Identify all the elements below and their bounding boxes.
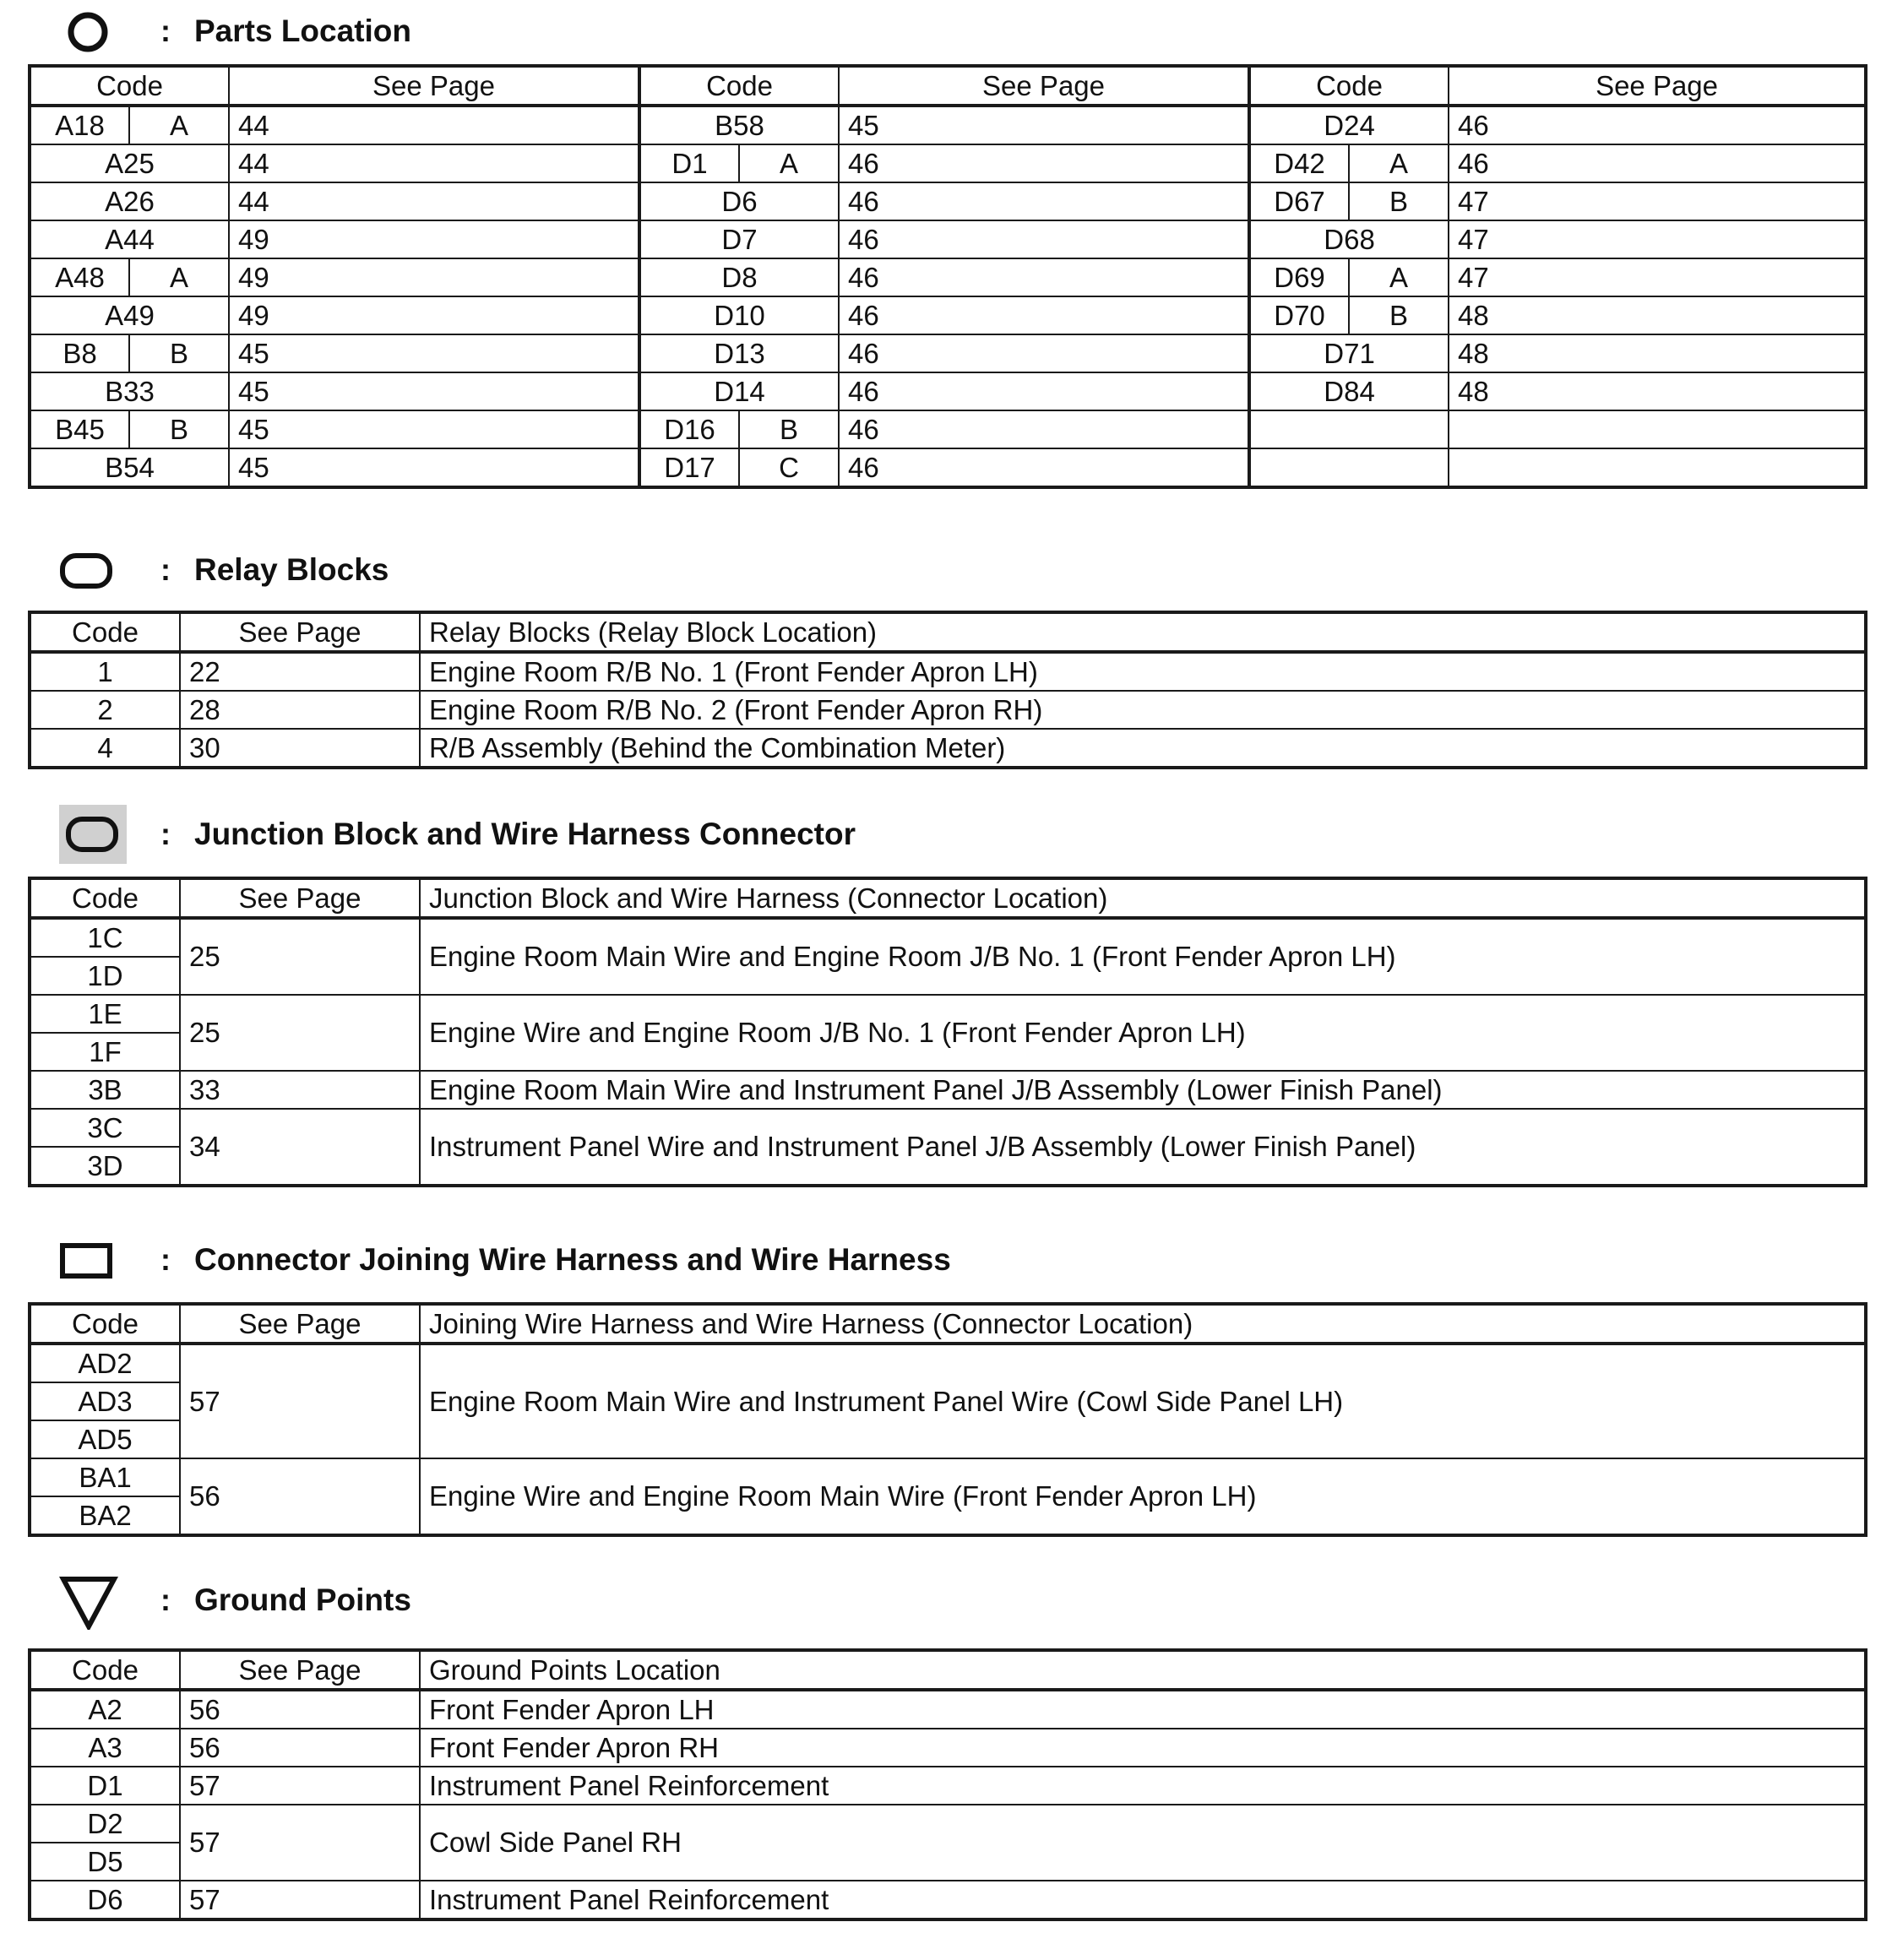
code-cell: AD5 [30, 1420, 180, 1458]
code-suffix-cell: A [129, 106, 229, 144]
code-cell: 1C [30, 918, 180, 957]
header-see-page: See Page [229, 66, 639, 106]
table-row [30, 410, 1866, 448]
page-cell: 46 [839, 372, 1249, 410]
code-cell: D7 [639, 220, 839, 258]
table-header-row [30, 878, 1866, 918]
code-cell: D1 [30, 1767, 180, 1805]
code-cell: D67 [1249, 182, 1349, 220]
description-cell: R/B Assembly (Behind the Combination Meter) [420, 729, 1866, 768]
table-row [30, 995, 1866, 1033]
code-cell: D71 [1249, 334, 1449, 372]
table-row [30, 729, 1866, 768]
ground-points-table [28, 1648, 1867, 1921]
code-cell: D14 [639, 372, 839, 410]
code-cell: A25 [30, 144, 229, 182]
triangle-symbol-icon [59, 1571, 132, 1630]
code-cell: BA2 [30, 1496, 180, 1535]
code-cell: A3 [30, 1729, 180, 1767]
code-cell: B33 [30, 372, 229, 410]
page-cell: 46 [839, 258, 1249, 296]
table-row [30, 448, 1866, 487]
page-cell: 56 [180, 1458, 420, 1535]
table-header-row [30, 1304, 1866, 1344]
code-cell: 3C [30, 1109, 180, 1147]
description-cell: Engine Room R/B No. 2 (Front Fender Apron RH) [420, 691, 1866, 729]
header-see-page: See Page [839, 66, 1249, 106]
code-cell: A48 [30, 258, 129, 296]
header-description: Junction Block and Wire Harness (Connector Location) [420, 878, 1866, 918]
page-cell: 44 [229, 106, 639, 144]
header-description: Ground Points Location [420, 1650, 1866, 1690]
page-cell: 57 [180, 1344, 420, 1458]
junction-block-table [28, 877, 1867, 1187]
page-cell: 46 [839, 220, 1249, 258]
page-cell: 28 [180, 691, 420, 729]
section-colon: : [160, 552, 171, 587]
page-cell: 45 [229, 410, 639, 448]
page-cell: 56 [180, 1690, 420, 1729]
code-cell: D24 [1249, 106, 1449, 144]
description-cell: Instrument Panel Reinforcement [420, 1767, 1866, 1805]
page-cell: 34 [180, 1109, 420, 1186]
header-code: Code [1249, 66, 1449, 106]
page-cell: 46 [1449, 106, 1866, 144]
code-cell: BA1 [30, 1458, 180, 1496]
page-cell: 25 [180, 918, 420, 995]
table-header-row [30, 66, 1866, 106]
header-see-page: See Page [180, 878, 420, 918]
description-cell: Front Fender Apron LH [420, 1690, 1866, 1729]
description-cell: Cowl Side Panel RH [420, 1805, 1866, 1881]
table-row [30, 1767, 1866, 1805]
rectangle-symbol-icon [59, 1230, 132, 1289]
header-code: Code [30, 1650, 180, 1690]
code-cell: A49 [30, 296, 229, 334]
code-cell: D8 [639, 258, 839, 296]
section-colon: : [160, 1242, 171, 1277]
code-cell: 1 [30, 652, 180, 691]
code-cell: D69 [1249, 258, 1349, 296]
header-see-page: See Page [1449, 66, 1866, 106]
circle-symbol-icon [59, 2, 132, 61]
header-code: Code [639, 66, 839, 106]
shaded-rounded-rect-symbol-icon [59, 805, 132, 864]
page-cell: 30 [180, 729, 420, 768]
section-title: Ground Points [194, 1583, 411, 1617]
code-suffix-cell: A [1349, 258, 1449, 296]
page-cell: 44 [229, 144, 639, 182]
header-code: Code [30, 878, 180, 918]
table-row [30, 1071, 1866, 1109]
description-cell: Instrument Panel Reinforcement [420, 1881, 1866, 1919]
code-cell: 1E [30, 995, 180, 1033]
code-cell: 4 [30, 729, 180, 768]
table-row [30, 182, 1866, 220]
code-suffix-cell: C [739, 448, 839, 487]
code-cell: B54 [30, 448, 229, 487]
code-cell: AD2 [30, 1344, 180, 1382]
page-cell: 33 [180, 1071, 420, 1109]
page-cell: 46 [839, 296, 1249, 334]
code-cell: D6 [30, 1881, 180, 1919]
code-suffix-cell: B [1349, 296, 1449, 334]
section-title: Relay Blocks [194, 552, 389, 587]
table-row [30, 106, 1866, 144]
section-colon: : [160, 1583, 171, 1617]
parts-location-table [28, 64, 1867, 489]
page-cell: 47 [1449, 258, 1866, 296]
page-cell: 45 [229, 372, 639, 410]
page-cell: 45 [229, 448, 639, 487]
code-cell: 3D [30, 1147, 180, 1186]
code-suffix-cell: A [1349, 144, 1449, 182]
code-cell: B58 [639, 106, 839, 144]
table-row [30, 1109, 1866, 1147]
code-suffix-cell: B [129, 334, 229, 372]
header-see-page: See Page [180, 1650, 420, 1690]
code-cell: D10 [639, 296, 839, 334]
section-colon: : [160, 817, 171, 851]
code-cell: B8 [30, 334, 129, 372]
code-cell: D16 [639, 410, 739, 448]
table-row [30, 372, 1866, 410]
page-cell [1449, 410, 1866, 448]
page-cell: 47 [1449, 182, 1866, 220]
page-cell: 49 [229, 258, 639, 296]
table-row [30, 1729, 1866, 1767]
table-row [30, 1881, 1866, 1919]
code-suffix-cell: B [129, 410, 229, 448]
code-cell: D42 [1249, 144, 1349, 182]
section-title: Parts Location [194, 14, 411, 48]
table-row [30, 652, 1866, 691]
header-see-page: See Page [180, 1304, 420, 1344]
code-cell: A18 [30, 106, 129, 144]
section-title: Connector Joining Wire Harness and Wire Harness [194, 1242, 951, 1277]
table-row [30, 1690, 1866, 1729]
table-row [30, 334, 1866, 372]
description-cell: Engine Room R/B No. 1 (Front Fender Apron LH) [420, 652, 1866, 691]
table-row [30, 296, 1866, 334]
table-row [30, 258, 1866, 296]
header-code: Code [30, 612, 180, 652]
code-cell: A44 [30, 220, 229, 258]
table-row [30, 1344, 1866, 1382]
page-cell: 48 [1449, 296, 1866, 334]
table-header-row [30, 612, 1866, 652]
code-cell: 1F [30, 1033, 180, 1071]
code-suffix-cell: B [1349, 182, 1449, 220]
table-row [30, 918, 1866, 957]
code-suffix-cell: A [739, 144, 839, 182]
page-cell: 46 [839, 144, 1249, 182]
code-cell: D6 [639, 182, 839, 220]
section-title: Junction Block and Wire Harness Connector [194, 817, 856, 851]
page-cell: 22 [180, 652, 420, 691]
table-row [30, 144, 1866, 182]
code-cell: A26 [30, 182, 229, 220]
page-cell: 48 [1449, 334, 1866, 372]
code-cell: 3B [30, 1071, 180, 1109]
code-suffix-cell: A [129, 258, 229, 296]
description-cell: Engine Wire and Engine Room J/B No. 1 (Front Fender Apron LH) [420, 995, 1866, 1071]
code-suffix-cell: B [739, 410, 839, 448]
code-cell [1249, 448, 1449, 487]
table-row [30, 1458, 1866, 1496]
page-cell: 46 [839, 182, 1249, 220]
header-see-page: See Page [180, 612, 420, 652]
page-cell: 46 [839, 448, 1249, 487]
code-cell [1249, 410, 1449, 448]
page-cell: 46 [1449, 144, 1866, 182]
description-cell: Engine Room Main Wire and Engine Room J/B No. 1 (Front Fender Apron LH) [420, 918, 1866, 995]
section-colon: : [160, 14, 171, 48]
description-cell: Engine Room Main Wire and Instrument Panel Wire (Cowl Side Panel LH) [420, 1344, 1866, 1458]
header-description: Joining Wire Harness and Wire Harness (Connector Location) [420, 1304, 1866, 1344]
header-description: Relay Blocks (Relay Block Location) [420, 612, 1866, 652]
table-row [30, 691, 1866, 729]
page-cell: 57 [180, 1881, 420, 1919]
description-cell: Engine Wire and Engine Room Main Wire (Front Fender Apron LH) [420, 1458, 1866, 1535]
page-cell: 56 [180, 1729, 420, 1767]
page-cell: 45 [839, 106, 1249, 144]
description-cell: Instrument Panel Wire and Instrument Panel J/B Assembly (Lower Finish Panel) [420, 1109, 1866, 1186]
description-cell: Engine Room Main Wire and Instrument Panel J/B Assembly (Lower Finish Panel) [420, 1071, 1866, 1109]
page-cell: 57 [180, 1805, 420, 1881]
description-cell: Front Fender Apron RH [420, 1729, 1866, 1767]
page-cell: 49 [229, 296, 639, 334]
code-cell: A2 [30, 1690, 180, 1729]
code-cell: D70 [1249, 296, 1349, 334]
code-cell: D84 [1249, 372, 1449, 410]
relay-blocks-table [28, 611, 1867, 769]
code-cell: D5 [30, 1843, 180, 1881]
page-cell: 47 [1449, 220, 1866, 258]
page-cell [1449, 448, 1866, 487]
code-cell: D1 [639, 144, 739, 182]
rounded-rect-symbol-icon [59, 540, 132, 600]
header-code: Code [30, 66, 229, 106]
code-cell: D2 [30, 1805, 180, 1843]
code-cell: 1D [30, 957, 180, 995]
connector-joining-table [28, 1302, 1867, 1537]
code-cell: D13 [639, 334, 839, 372]
table-row [30, 220, 1866, 258]
page-cell: 25 [180, 995, 420, 1071]
code-cell: AD3 [30, 1382, 180, 1420]
code-cell: 2 [30, 691, 180, 729]
table-header-row [30, 1650, 1866, 1690]
table-row [30, 1805, 1866, 1843]
code-cell: D17 [639, 448, 739, 487]
header-code: Code [30, 1304, 180, 1344]
page-cell: 45 [229, 334, 639, 372]
code-cell: D68 [1249, 220, 1449, 258]
code-cell: B45 [30, 410, 129, 448]
page-cell: 46 [839, 410, 1249, 448]
page-cell: 49 [229, 220, 639, 258]
page-cell: 46 [839, 334, 1249, 372]
page-cell: 44 [229, 182, 639, 220]
page-cell: 48 [1449, 372, 1866, 410]
page-cell: 57 [180, 1767, 420, 1805]
